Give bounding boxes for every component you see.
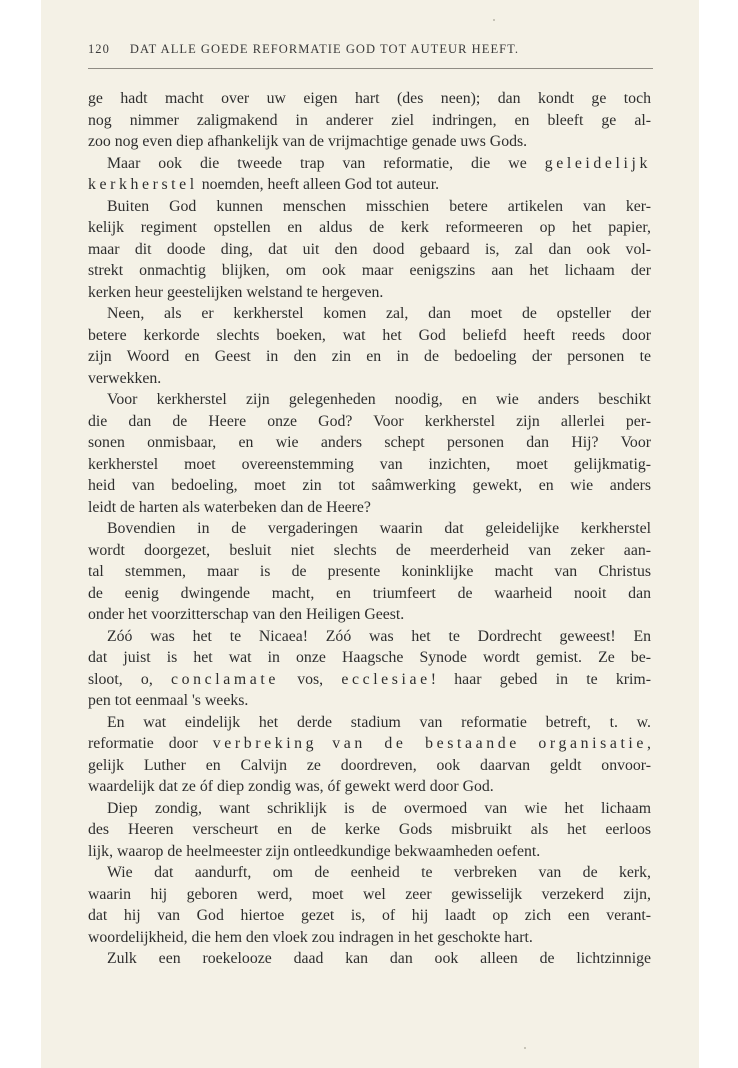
text-line [88, 690, 651, 712]
text-run: Voor kerkherstel zijn gelegenheden noodig, en wie anders beschikt [107, 391, 651, 408]
text-run: dat hij van God hiertoe gezet is, of hij laadt op zich een verant- [88, 907, 651, 924]
text-line [88, 669, 651, 691]
text-line [88, 884, 651, 906]
text-run: kerkherstel moet overeenstemming van inzichten, moet gelijkmatig- [88, 455, 651, 473]
text-run: zoo nog even diep afhankelijk van de vrijmachtige genade uws Gods. [88, 133, 528, 150]
text-run: nog nimmer zaligmakend in anderer ziel indringen, en bleeft ge al- [88, 111, 651, 129]
text-run: waardelijk dat ze óf diep zondig was, óf gewekt werd door God. [88, 778, 494, 795]
text-line [88, 626, 651, 648]
text-run: vos, [278, 670, 342, 688]
text-run: reformatie door [88, 735, 213, 752]
text-run: sloot, o, [88, 670, 172, 688]
text-run: pen tot eenmaal 's weeks. [88, 692, 249, 709]
text-run: ! haar gebed in te krim- [430, 670, 651, 688]
spaced-emphasis: ecclesiae [341, 670, 431, 688]
text-run: wordt doorgezet, besluit niet slechts de meerderheid van zeker aan- [88, 541, 651, 559]
text-line [88, 282, 651, 304]
header-rule [88, 68, 653, 69]
text-run: de eenig dwingende macht, en triumfeert de waarheid nooit dan [88, 584, 651, 602]
text-run: die dan de Heere onze God? Voor kerkherstel zijn allerlei per- [88, 412, 651, 430]
spaced-emphasis: verbreking [212, 735, 318, 752]
text-run: woordelijkheid, die hem den vloek zou indragen in het geschokte hart. [88, 928, 533, 946]
spaced-emphasis: conclamate [171, 670, 279, 688]
text-line [88, 153, 651, 175]
text-run: gelijk Luther en Calvijn ze doordreven, ook daarvan geldt onvoor- [88, 756, 651, 774]
text-run: Zóó was het te Nicaea! Zóó was het te Dordrecht geweest! En [107, 627, 651, 645]
text-line [88, 798, 651, 820]
text-line [88, 540, 651, 562]
text-line [88, 475, 651, 497]
text-line [88, 368, 651, 390]
text-run: strekt onmachtig blijken, om ook maar eenigszins aan het lichaam der [88, 262, 651, 279]
text-line [88, 454, 651, 476]
text-run: Maar ook die tweede trap van reformatie, die we [107, 154, 545, 172]
text-line [88, 260, 651, 282]
spaced-emphasis: kerkherstel [88, 176, 198, 193]
text-run: dat juist is het wat in onze Haagsche Synode wordt gemist. Ze be- [88, 649, 651, 666]
paper-speck [524, 1047, 526, 1049]
text-run: betere kerkorde slechts boeken, wat het God beliefd heeft reeds door [88, 326, 651, 344]
text-run: kelijk regiment opstellen en aldus de kerk reformeeren op het papier, [88, 219, 651, 236]
text-run: maar dit doode ding, dat uit den dood gebaard is, zal dan ook vol- [88, 240, 651, 258]
text-line [88, 948, 651, 970]
body-text [88, 88, 651, 970]
text-run: onder het voorzitterschap van den Heiligen Geest. [88, 606, 405, 623]
text-line [88, 755, 651, 777]
text-line [88, 819, 651, 841]
text-run: Bovendien in de vergaderingen waarin dat geleidelijke kerkherstel [107, 520, 651, 537]
paper-speck [493, 19, 495, 21]
text-line [88, 239, 651, 261]
text-line [88, 432, 651, 454]
text-line [88, 217, 651, 239]
text-run: , [647, 735, 651, 752]
text-run: des Heeren verscheurt en de kerke Gods misbruikt als het eerloos [88, 821, 651, 838]
text-line [88, 174, 651, 196]
spaced-emphasis: van de bestaande organisatie [332, 735, 648, 752]
text-line [88, 303, 651, 325]
text-run: Buiten God kunnen menschen misschien betere artikelen van ker- [107, 197, 651, 215]
text-run: Neen, als er kerkherstel komen zal, dan moet de opsteller der [107, 305, 651, 322]
text-run: leidt de harten als waterbeken dan de Heere? [88, 498, 371, 516]
text-run: ge hadt macht over uw eigen hart (des neen); dan kondt ge toch [88, 90, 651, 107]
text-run: heid van bedoeling, moet zin tot saâmwerking gewekt, en wie anders [88, 477, 651, 494]
text-line [88, 497, 651, 519]
text-line [88, 561, 651, 583]
text-run: verwekken. [88, 369, 162, 387]
text-line [88, 604, 651, 626]
text-line [88, 88, 651, 110]
text-run: waarin hij geboren werd, moet wel zeer gewisselijk verzekerd zijn, [88, 885, 651, 903]
text-line [88, 346, 651, 368]
text-line [88, 110, 651, 132]
text-line [88, 733, 651, 755]
text-line [88, 712, 651, 734]
running-title: DAT ALLE GOEDE REFORMATIE GOD TOT AUTEUR HEEFT. [129, 42, 520, 56]
page-number: 120 [88, 42, 110, 56]
text-line [88, 583, 651, 605]
text-run: zijn Woord en Geest in den zin en in de bedoeling der personen te [88, 348, 651, 365]
text-run: sonen onmisbaar, en wie anders schept personen dan Hij? Voor [88, 434, 651, 451]
text-run: En wat eindelijk het derde stadium van reformatie betreft, t. w. [107, 713, 651, 731]
text-run [317, 735, 332, 752]
text-run: lijk, waarop de heelmeester zijn ontleedkundige bekwaamheden oefent. [88, 842, 541, 860]
text-line [88, 647, 651, 669]
text-run: tal stemmen, maar is de presente koninklijke macht van Christus [88, 563, 651, 580]
text-line [88, 927, 651, 949]
text-line [88, 905, 651, 927]
text-line [88, 518, 651, 540]
text-line [88, 196, 651, 218]
text-line [88, 131, 651, 153]
text-run: kerken heur geestelijken welstand te hergeven. [88, 283, 384, 301]
text-line [88, 411, 651, 433]
text-line [88, 862, 651, 884]
spaced-emphasis: geleidelijk [544, 154, 651, 172]
text-run: Zulk een roekelooze daad kan dan ook alleen de lichtzinnige [107, 950, 651, 967]
text-line [88, 325, 651, 347]
text-run: Diep zondig, want schriklijk is de overmoed van wie het lichaam [107, 799, 651, 817]
text-line [88, 776, 651, 798]
text-line [88, 389, 651, 411]
text-run: noemden, heeft alleen God tot auteur. [197, 176, 440, 193]
text-line [88, 841, 651, 863]
text-run: Wie dat aandurft, om de eenheid te verbreken van de kerk, [107, 864, 651, 881]
running-header [88, 42, 653, 57]
